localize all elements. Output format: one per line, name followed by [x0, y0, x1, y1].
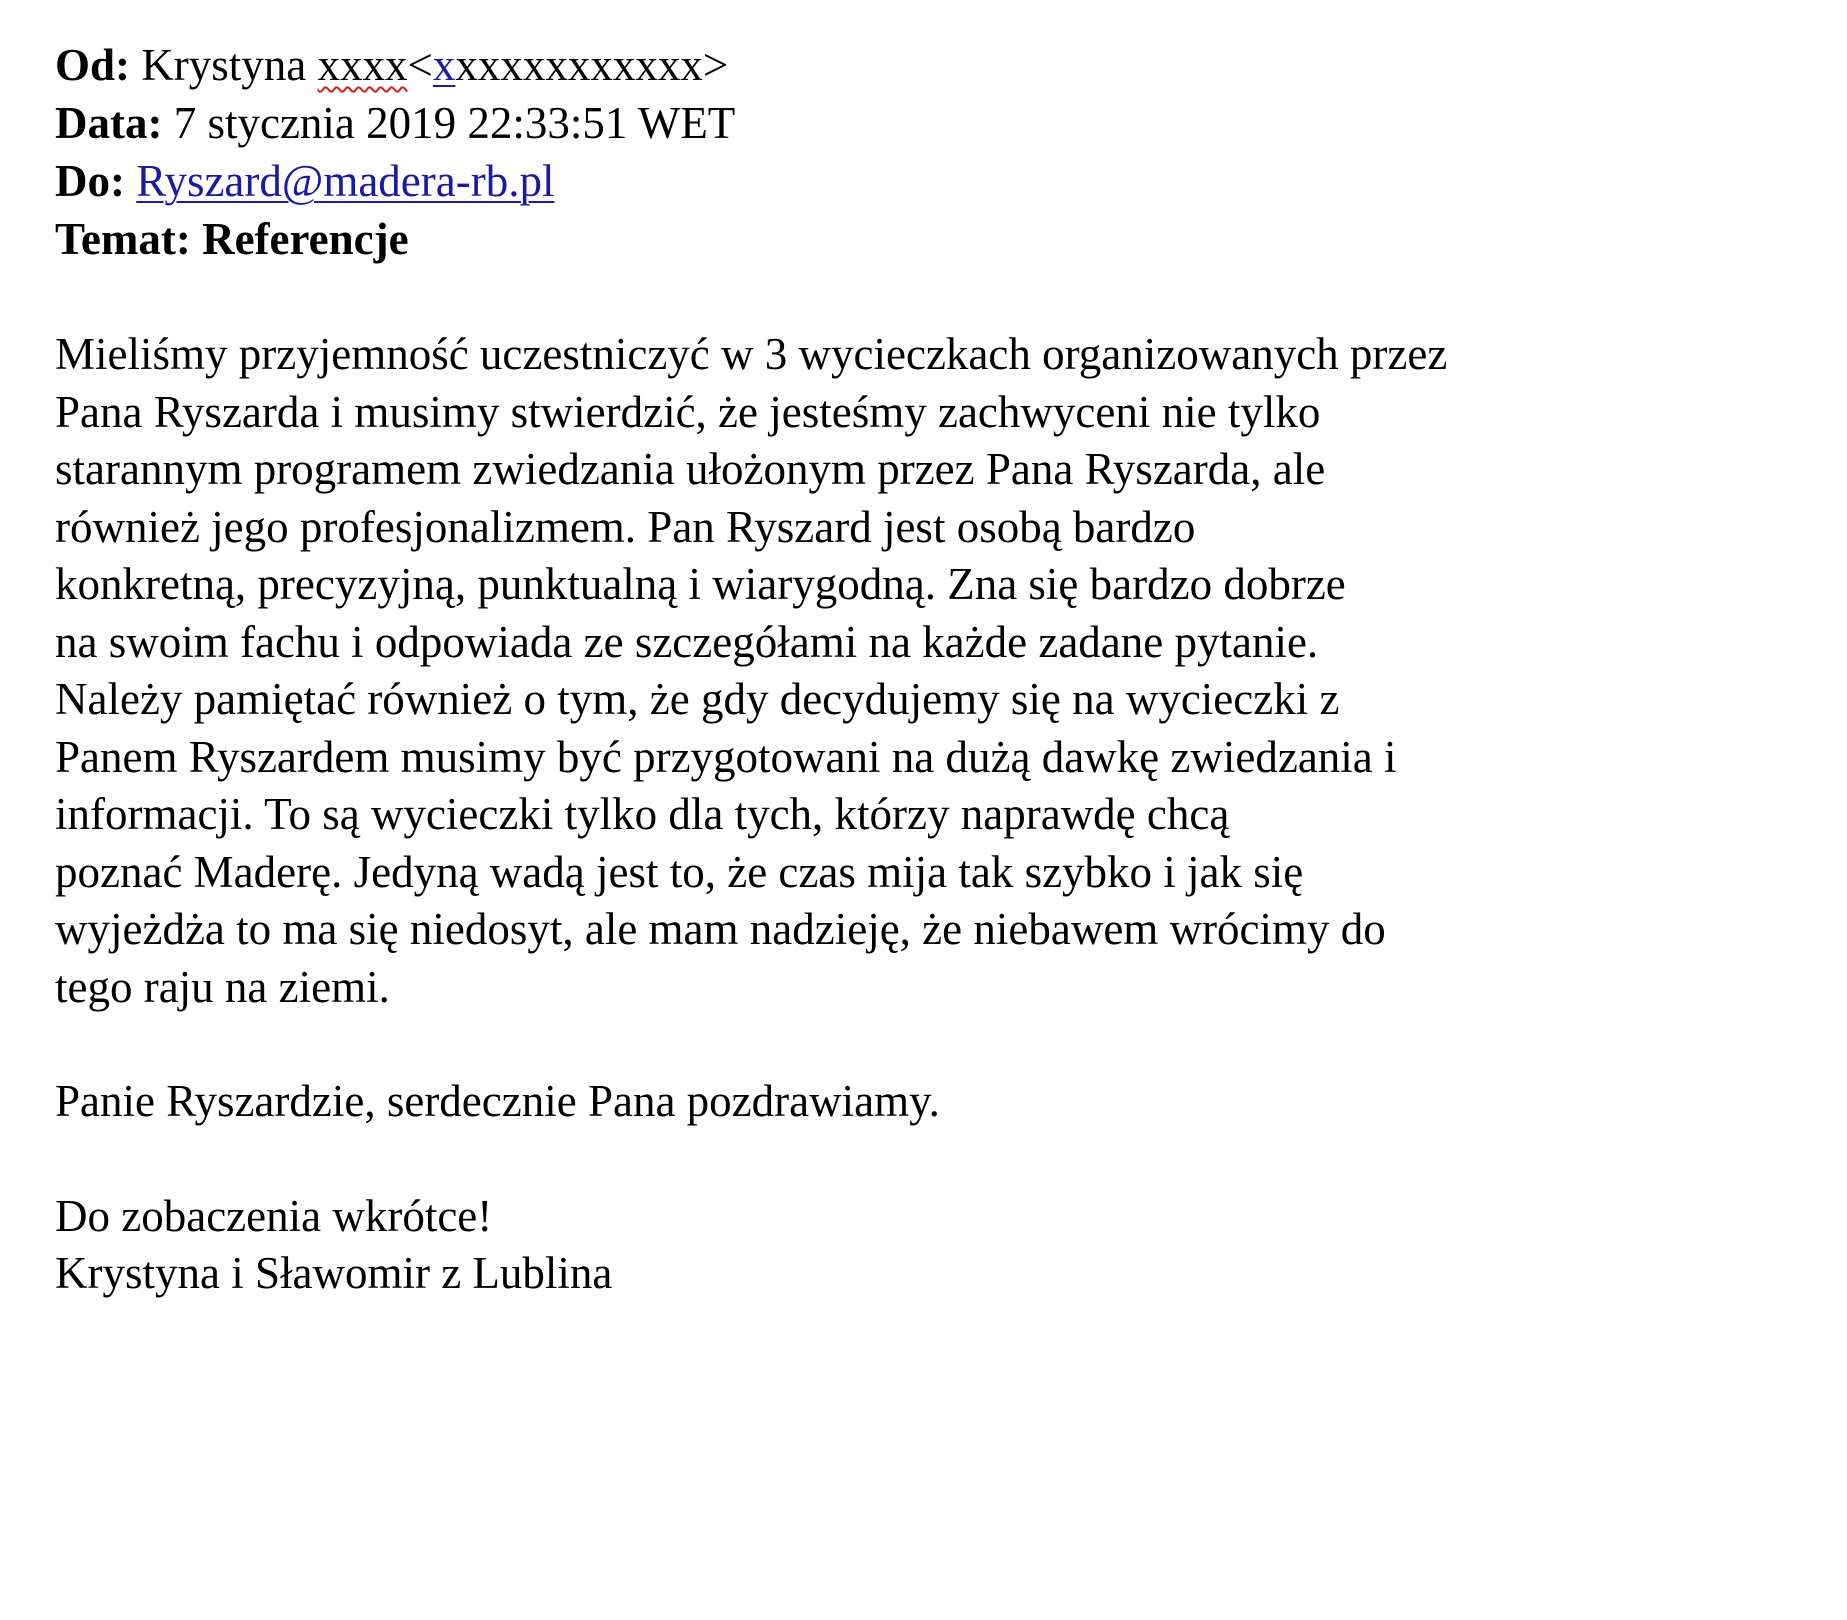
from-email-link[interactable]: x [432, 40, 456, 90]
paragraph-spacer [55, 1016, 1815, 1073]
body-line: na swoim fachu i odpowiada ze szczegółami na każde zadane pytanie. [55, 616, 1319, 667]
paragraph-spacer [55, 1131, 1815, 1188]
from-email-rest: xxxxxxxxxxx [455, 40, 703, 90]
message-body [55, 326, 1815, 1303]
subject-value: Referencje [202, 214, 409, 264]
subject-label: Temat: [55, 214, 191, 264]
signature: Krystyna i Sławomir z Lublina [55, 1248, 613, 1298]
greeting: Panie Ryszardzie, serdecznie Pana pozdrawiamy. [55, 1076, 940, 1126]
to-line [55, 152, 1815, 210]
subject-line [55, 210, 1815, 268]
from-label: Od: [55, 40, 131, 90]
closing: Do zobaczenia wkrótce! [55, 1190, 493, 1241]
date-line [55, 94, 1815, 152]
body-line: informacji. To są wycieczki tylko dla tych, którzy naprawdę chcą [55, 789, 1230, 839]
from-line [55, 36, 1815, 94]
from-name: Krystyna [141, 40, 307, 90]
body-line: Panem Ryszardem musimy być przygotowani na dużą dawkę zwiedzania i [55, 731, 1397, 782]
body-line: starannym programem zwiedzania ułożonym przez Pana Ryszarda, ale [55, 444, 1326, 494]
date-value: 7 stycznia 2019 22:33:51 WET [173, 98, 736, 148]
body-line: poznać Maderę. Jedyną wadą jest to, że czas mija tak szybko i jak się [55, 846, 1304, 897]
body-line: również jego profesjonalizmem. Pan Ryszard jest osobą bardzo [55, 501, 1196, 552]
from-surname: xxxx [317, 40, 408, 90]
email-document [55, 36, 1815, 1303]
body-line: Mieliśmy przyjemność uczestniczyć w 3 wycieczkach organizowanych przez [55, 329, 1448, 379]
to-email-link[interactable]: Ryszard@madera-rb.pl [136, 156, 555, 206]
from-email-open: < [407, 40, 433, 90]
body-line: wyjeżdża to ma się niedosyt, ale mam nadzieję, że niebawem wrócimy do [55, 904, 1386, 954]
from-email-close: > [702, 40, 729, 90]
body-line: Pana Ryszarda i musimy stwierdzić, że jesteśmy zachwyceni nie tylko [55, 386, 1321, 437]
body-line: Należy pamiętać również o tym, że gdy decydujemy się na wycieczki z [55, 674, 1340, 724]
body-line: konkretną, precyzyjną, punktualną i wiarygodną. Zna się bardzo dobrze [55, 559, 1346, 609]
to-label: Do: [55, 156, 125, 206]
body-line: tego raju na ziemi. [55, 961, 390, 1012]
date-label: Data: [55, 98, 163, 148]
